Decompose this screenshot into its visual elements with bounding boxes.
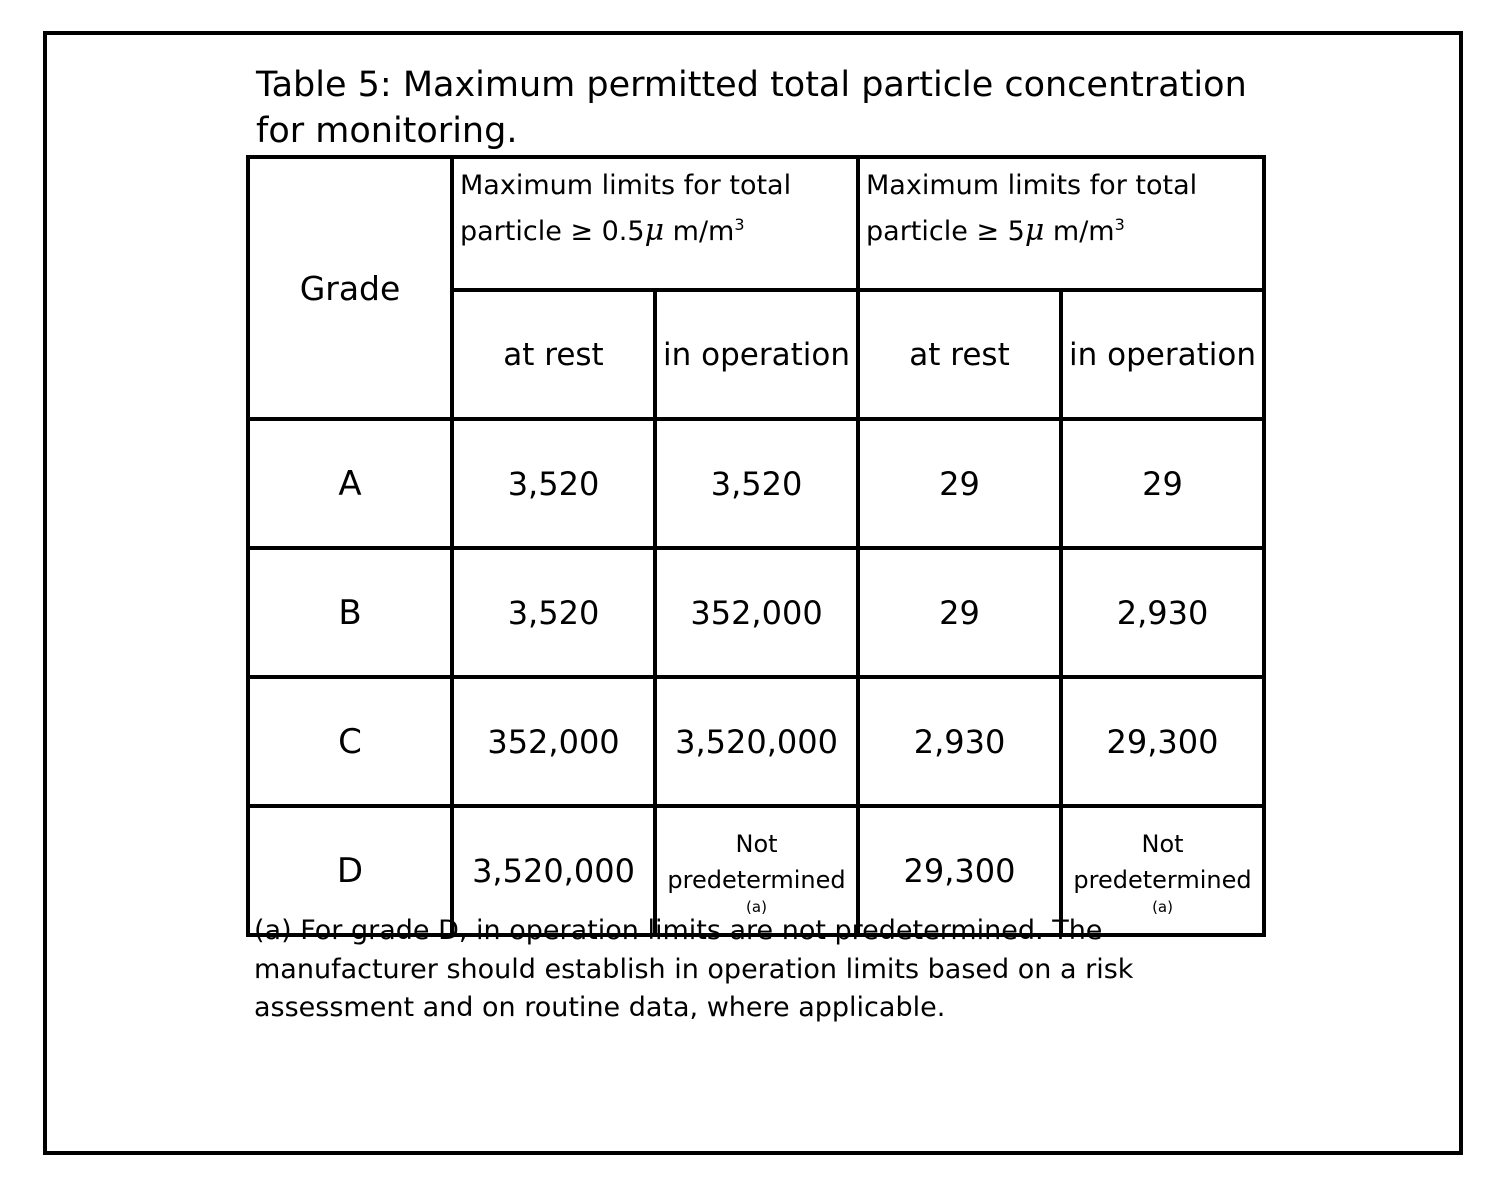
subheader-at-rest: at rest [858,290,1061,419]
unit-exponent: 3 [1114,215,1125,234]
group-header-particle-size: particle ≥ 5 [866,216,1025,247]
value-cell: 3,520,000 [655,677,858,806]
particle-limits-table [246,155,1266,937]
table-row-grade-a [248,419,1264,548]
unit-exponent: 3 [734,215,745,234]
group-header-unit: m/m [1052,216,1115,247]
value-cell: 3,520 [452,419,655,548]
group-header-line1: Maximum limits for total [460,170,792,201]
value-cell: 3,520 [655,419,858,548]
not-predetermined-line1: Not [1141,829,1184,858]
micro-symbol: μ [1024,213,1045,248]
grade-column-header: Grade [248,157,452,419]
micro-symbol: μ [644,213,665,248]
table-row-grade-c [248,677,1264,806]
table-footnote: (a) For grade D, in operation limits are not predetermined. The manufacturer should establish in operation limits based on a risk assessment and on routine data, where applicable. [254,915,1134,1023]
value-cell: 3,520,000 [452,806,655,935]
value-cell: 2,930 [1061,548,1264,677]
value-cell: 3,520 [452,548,655,677]
group-header-0-5-micron [452,157,858,290]
not-predetermined-line2: predetermined [1073,865,1252,894]
group-header-5-micron [858,157,1264,290]
value-cell: 29 [858,548,1061,677]
table-row-grade-b [248,548,1264,677]
value-cell: 29 [858,419,1061,548]
header-row-groups [248,157,1264,290]
not-predetermined-line1: Not [735,829,778,858]
value-cell: 29,300 [1061,677,1264,806]
subheader-in-operation: in operation [1061,290,1264,419]
subheader-at-rest: at rest [452,290,655,419]
grade-cell: A [248,419,452,548]
footnote-reference: (a) [1152,897,1173,916]
grade-cell: C [248,677,452,806]
group-header-line1: Maximum limits for total [866,170,1198,201]
group-header-unit: m/m [672,216,735,247]
value-cell: 29 [1061,419,1264,548]
value-cell: 352,000 [452,677,655,806]
grade-cell: D [248,806,452,935]
subheader-in-operation: in operation [655,290,858,419]
group-header-particle-size: particle ≥ 0.5 [460,216,645,247]
value-cell: 352,000 [655,548,858,677]
not-predetermined-line2: predetermined [667,865,846,894]
table-caption: Table 5: Maximum permitted total particle concentration for monitoring. [256,65,1247,151]
footnote-reference: (a) [746,897,767,916]
value-cell: 29,300 [858,806,1061,935]
grade-cell: B [248,548,452,677]
value-cell: 2,930 [858,677,1061,806]
